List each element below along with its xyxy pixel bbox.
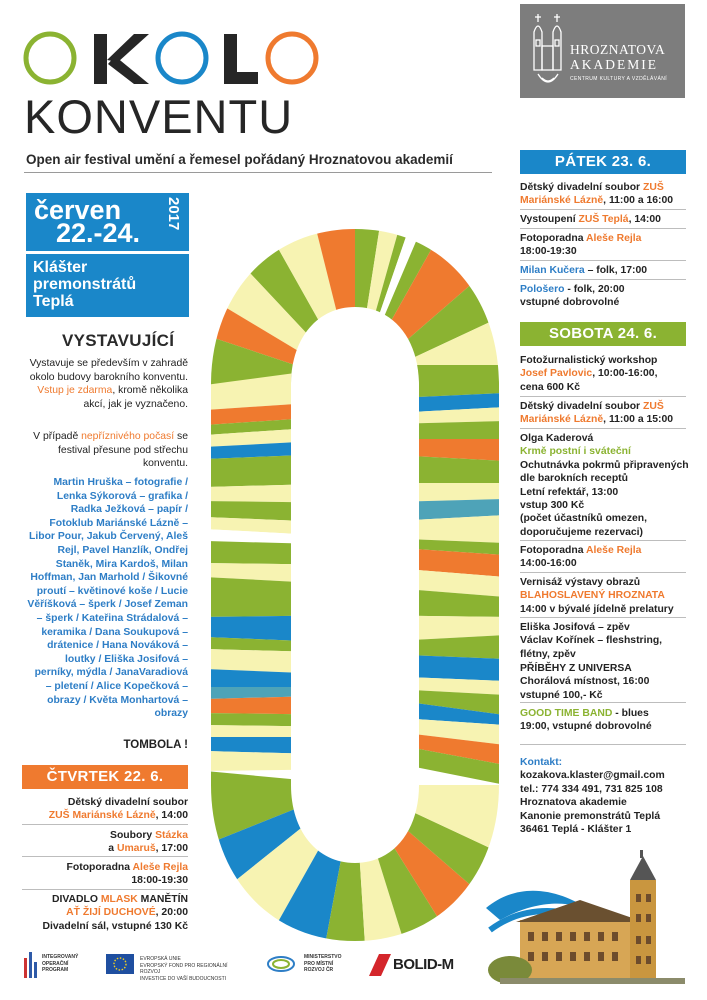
o-stripes	[205, 225, 505, 945]
date-days: 22.-24.	[56, 218, 141, 248]
logo-konventu: KONVENTU	[24, 90, 294, 143]
exhibit-intro: Vystavuje se především v zahradě okolo budovy barokního konventu. Vstup je zdarma, kromě několika akcí, jak je vyznačeno.	[29, 358, 188, 410]
friday-event-3: Fotoporadna Aleše Rejla 18:00-19:30	[520, 233, 642, 258]
divider	[520, 260, 686, 261]
church-towers-icon	[530, 12, 566, 90]
tombola-note: TOMBOLA !	[123, 739, 188, 751]
saturday-event-4: Fotoporadna Aleše Rejla 14:00-16:00	[520, 545, 642, 570]
divider	[520, 396, 686, 397]
contact-address-1: Kanonie premonstrátů Teplá	[520, 810, 661, 822]
divider	[22, 856, 188, 857]
akademie-name: HROZNATOVA AKADEMIE	[570, 42, 666, 72]
saturday-event-3: Olga Kaderová Krmě postní i sváteční Ochutnávka pokrmů připravených dle barokních receptů Letní refektář, 13:00 vstup 300 Kč (počet účastníků omezen, doporučujeme rezervaci)	[520, 433, 689, 538]
saturday-event-2: Dětský divadelní soubor ZUŠ Mariánské Lázně, 11:00 a 15:00	[520, 401, 674, 426]
friday-event-2: Vystoupení ZUŠ Teplá, 14:00	[520, 214, 661, 225]
saturday-event-8: GOOD TIME BAND - blues 19:00, vstupné dobrovolné	[520, 708, 652, 733]
friday-header: PÁTEK 23. 6.	[520, 150, 686, 174]
eu-flag-icon	[106, 954, 134, 974]
logo-letter-l	[224, 34, 258, 84]
saturday-event-1: Fotožurnalistický workshop Josef Pavlovic, 10:00-16:00, cena 600 Kč	[520, 355, 658, 393]
mmr-logo: MINISTERSTVO PRO MÍSTNÍ ROZVOJ ČR	[266, 950, 366, 980]
thursday-event-4: DIVADLO MLASK MANĚTÍN AŤ ŽIJÍ DUCHOVÉ, 20:00 Divadelní sál, vstupné 130 Kč	[42, 894, 188, 932]
bolid-m-logo: BOLID-M	[369, 950, 464, 980]
thursday-event-3: Fotoporadna Aleše Rejla 18:00-19:30	[66, 862, 188, 887]
divider	[520, 209, 686, 210]
logo-letter-k	[94, 34, 149, 84]
exhibitor-list: Martin Hruška – fotografie / Lenka Sýkorová – grafika / Radka Ježková – papír / Fotoklub Mariánské Lázně – Libor Pour, Jakub Červený, Aleš Rejl, Pavel Hanzlík, Ondřej Staněk, Mira Kardoš, Milan Hoffman, Jan Marhold / Šikovné proutí – květinové koše / Lucie Věříšková – šperk / Josef Zeman – šperk / Kateřina Strádalová – keramika / Dana Soukupová – drátenice / Hana Nováková – loutky / Eliška Josifová – perníky, mýdla / JanaVaradiová – pletení / Alice Kopečková – obrazy / Květa Monhartová – obrazy	[27, 477, 188, 720]
contact-org: Hroznatova akademie	[520, 797, 627, 809]
iop-logo: INTEGROVANÝ OPERAČNÍ PROGRAM	[24, 950, 94, 980]
exhibit-weather-note: V případě nepříznivého počasí se festival přesune pod střechu konventu.	[33, 431, 188, 470]
divider	[520, 702, 686, 703]
divider	[520, 572, 686, 573]
divider	[22, 824, 188, 825]
contact-block	[520, 756, 665, 836]
akademie-subtitle: CENTRUM KULTURY A VZDĚLÁVÁNÍ	[570, 76, 668, 82]
contact-address-2: 36461 Teplá - Klášter 1	[520, 824, 632, 836]
saturday-event-5: Vernisáž výstavy obrazů BLAHOSLAVENÝ HROZNATA 14:00 v bývalé jídelně prelatury	[520, 577, 674, 615]
mmr-swirl-icon	[266, 954, 296, 974]
saturday-event-7: PŘÍBĚHY Z UNIVERSA Chorálová místnost, 16:00 vstupné 100,- Kč	[520, 663, 650, 701]
divider	[22, 889, 188, 890]
saturday-event-6: Eliška Josifová – zpěv Václav Kořínek – fleshstring, flétny, zpěv	[520, 622, 663, 660]
thursday-event-2: Soubory Stázka a Umaruš, 17:00	[108, 830, 188, 855]
venue: Klášter premonstrátů Teplá	[33, 259, 137, 310]
saturday-header: SOBOTA 24. 6.	[520, 322, 686, 346]
contact-phone: tel.: 774 334 491, 731 825 108	[520, 783, 663, 795]
divider	[520, 617, 686, 618]
divider	[520, 428, 686, 429]
contact-title: Kontakt:	[520, 757, 563, 768]
date-year: 2017	[165, 197, 182, 231]
date-month: červen	[34, 195, 122, 225]
logo-letter-o-green	[26, 34, 74, 82]
thursday-header: ČTVRTEK 22. 6.	[22, 765, 188, 789]
subtitle-divider	[24, 172, 492, 173]
date-separator	[26, 251, 189, 254]
thursday-event-1: Dětský divadelní soubor ZUŠ Mariánské Lázně, 14:00	[48, 797, 188, 822]
logo-letter-o-blue	[158, 34, 206, 82]
iop-bars-icon	[24, 952, 38, 978]
divider	[520, 744, 686, 745]
okolo-logo	[22, 22, 322, 92]
eu-logo: EVROPSKÁ UNIE EVROPSKÝ FOND PRO REGIONÁLNÍ ROZVOJ INVESTICE DO VAŠÍ BUDOUCNOSTI	[106, 950, 236, 980]
festival-subtitle: Open air festival umění a řemesel pořádaný Hroznatovou akademií	[26, 152, 453, 167]
friday-event-4: Milan Kučera – folk, 17:00	[520, 265, 648, 276]
divider	[520, 228, 686, 229]
contact-email[interactable]: kozakova.klaster@gmail.com	[520, 770, 665, 782]
logo-letter-o-orange	[268, 34, 316, 82]
monastery-illustration	[480, 850, 690, 990]
divider	[520, 540, 686, 541]
stripe-letter-o	[205, 225, 505, 945]
divider	[520, 279, 686, 280]
date-box	[26, 193, 189, 317]
friday-event-5: Pološero - folk, 20:00 vstupné dobrovolné	[520, 284, 625, 309]
friday-event-1: Dětský divadelní soubor ZUŠ Mariánské Lázně, 11:00 a 16:00	[520, 182, 674, 207]
exhibitors-title: VYSTAVUJÍCÍ	[62, 331, 175, 350]
sponsor-logos	[24, 950, 464, 980]
hroznatova-akademie-logo	[520, 4, 685, 98]
bolid-flag-icon	[369, 954, 391, 976]
